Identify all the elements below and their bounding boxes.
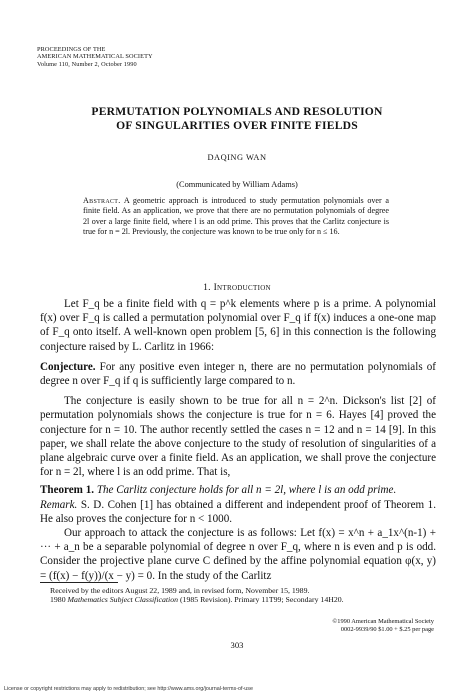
footnote-classification [50, 595, 436, 604]
abstract-label: Abstract. [83, 196, 121, 205]
paragraph-approach: Our approach to attack the conjecture is as follows: Let f(x) = x^n + a_1x^(n-1) + ··· + a_n be a separable polynomial of degree n over F_q, where n is even and p is odd. Consider the projective plane curve C defined by the affine polynomial equation φ(x, y) = (f(x) − f(y))/(x − y) = 0. In the study of the Carlitz [40, 527, 436, 582]
conjecture-text: For any positive even integer n, there are no permutation polynomials of degree n over F_q if q is sufficiently large compared to n. [40, 360, 436, 388]
theorem-label: Theorem 1. [40, 484, 95, 497]
footnote-divider [40, 582, 118, 583]
copyright-line: 0002-9939/90 $1.00 + $.25 per page [340, 625, 434, 633]
classification-year: 1980 [50, 595, 66, 605]
classification-codes: (1985 Revision). Primary 11T99; Secondary 14H20. [179, 595, 344, 605]
body-text [40, 297, 436, 583]
paragraph-intro: Let F_q be a finite field with q = p^k elements where p is a prime. A polynomial f(x) over F_q is called a permutation polynomial over F_q if f(x) induces a one-one map of F_q onto itself. A well-known open problem [5, 6] in this connection is the following conjecture raised by L. Carlitz in 1966: [40, 298, 436, 353]
section-heading [0, 282, 474, 293]
paper-title [40, 105, 434, 133]
theorem-text: The Carlitz conjecture holds for all n = 2l, where l is an odd prime. [96, 484, 397, 497]
license-notice: License or copyright restrictions may apply to redistribution; see http://www.ams.org/journal-terms-of-use [4, 686, 253, 692]
communicated-by: (Communicated by William Adams) [176, 180, 298, 189]
page-number: 303 [230, 640, 244, 650]
journal-header-line: AMERICAN MATHEMATICAL SOCIETY [37, 53, 153, 61]
copyright-line: ©1990 American Mathematical Society [332, 618, 434, 625]
remark [40, 498, 436, 526]
paper-title-line: OF SINGULARITIES OVER FINITE FIELDS [116, 119, 358, 132]
remark-text: S. D. Cohen [1] has obtained a different and independent proof of Theorem 1. He also proves the conjecture for n < 1000. [40, 498, 437, 525]
classification-name: Mathematics Subject Classification [67, 595, 178, 605]
paper-title-line: PERMUTATION POLYNOMIALS AND RESOLUTION [91, 105, 383, 118]
conjecture-statement [40, 360, 436, 388]
abstract-text: A geometric approach is introduced to study permutation polynomials over a finite field. As an application, we prove that there are no permutation polynomials of degree 2l over a large finite field, where l is an odd prime. This proves that the Carlitz conjecture is true for n = 2l. Previously, the conjecture was known to be true only for n ≤ 16. [83, 196, 389, 237]
abstract [83, 196, 389, 238]
journal-header-line: PROCEEDINGS OF THE [37, 46, 106, 53]
conjecture-label: Conjecture. [40, 360, 96, 373]
section-number: 1. [203, 282, 211, 293]
author-name: DAQING WAN [207, 153, 267, 162]
copyright-notice [332, 618, 434, 633]
footnote [50, 586, 436, 605]
paragraph-history: The conjecture is easily shown to be true for all n = 2^n. Dickson's list [2] of permutation polynomials shows the conjecture is true for n = 6. Hayes [4] proved the conjecture for n = 10. The author recently settled the cases n = 12 and n = 14 [9]. In this paper, we shall relate the above conjecture to the study of resolution of singularities of a plane algebraic curve over a finite field. As an application, we shall prove the conjecture for n = 2l, where l is an odd prime. That is, [40, 395, 436, 479]
footnote-received: Received by the editors August 22, 1989 and, in revised form, November 15, 1989. [50, 586, 310, 595]
remark-label: Remark. [40, 498, 78, 511]
theorem-statement [40, 483, 436, 497]
section-title: Introduction [213, 282, 271, 293]
journal-header-line: Volume 110, Number 2, October 1990 [37, 60, 137, 68]
journal-header [37, 46, 153, 68]
